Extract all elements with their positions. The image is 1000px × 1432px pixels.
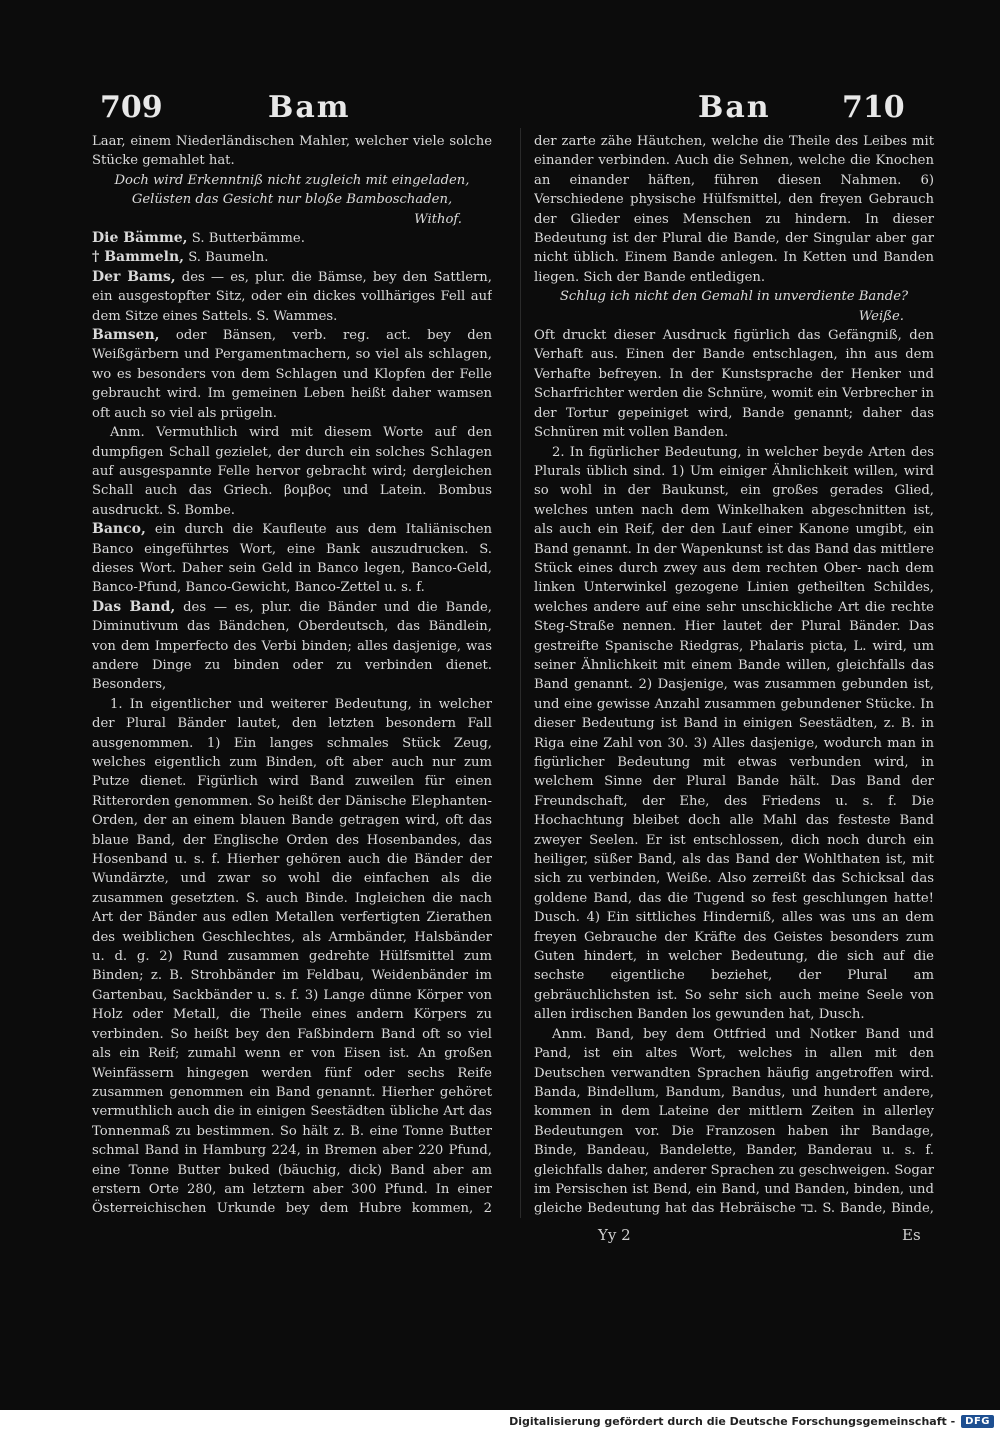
entry-text: des — es, plur. die Bämse, bey den Sattlern, ein ausgestopfter Sitz, oder ein dickes vollhäriges Fell auf dem Sitze eines Sattels. S. Wammes. <box>92 269 492 324</box>
paragraph: 1. In eigentlicher und weiterer Bedeutung, in welcher der Plural Bänder lautet, den letzten besondern Fall ausgenommen. 1) Ein langes schmales Stück Zeug, welches eigentlich zum Binden, oft aber auch nur zum Putze dienet. Figürlich wird Band zuweilen für einen Ritterorden genommen. So heißt der Dänische Elephanten-Orden, der an einem blauen Bande getragen wird, oft das blaue Band, der Englische Orden des Hosenbandes, das Hosenband u. s. f. Hierher gehören auch die Bänder der Wundärzte, und zwar so wohl die einfachen als die zusammen gesetzten. S. auch Binde. Ingleichen die nach Art der Bänder aus edlen Metallen verfertigten Zierathen des weiblichen Geschlechtes, als Armbänder, Halsbänder u. d. g. 2) Rund zusammen gedrehte Hülfsmittel zum Binden; z. B. Strohbänder im Feldbau, Weidenbänder im Gartenbau, Sackbänder u. s. f. 3) Lange dünne Körper von Holz oder Metall, die Theile eines andern Körpers zu verbinden. So heißt bey den Faßbindern Band oft so viel als ein Reif; zumahl wenn er von Eisen ist. An großen Weinfässern hingegen werden fünf oder sechs Reife zusammen genommen ein Band genannt. Hierher gehöret vermuthlich auch die in einigen Seestädten übliche Art das Tonnenmaß zu bestimmen. So hält z. B. eine Tonne Butter schmal Band in Hamburg 224, in Bremen aber 220 Pfund, eine Tonne Butter buked (bäuchig, dick) Band aber am erstern Orte 280, am letztern aber 300 Pfund. In einer Österreichischen Urkunde bey dem Hubre kommen, 2 <box>92 696 492 1217</box>
entry-text: oder Bänsen, verb. reg. act. bey den Weißgärbern und Pergamentmachern, so viel als schlagen, wo es besonders von dem Schlagen und Klopfen der Felle gebraucht wird. Im gemeinen Leben heißt daher wamsen oft auch so viel als prügeln. <box>92 328 492 421</box>
headword: Die Bämme, <box>92 230 188 247</box>
catchword: Es <box>902 1226 921 1244</box>
paragraph: Anm. Band, bey dem Ottfried und Notker Band und Pand, ist ein altes Wort, welches in allen mit den Deutschen verwandten Sprachen häufig angetroffen wird. Banda, Bindellum, Bandum, Bandus, und hundert andere, kommen in dem Lateine der mittlern Zeiten in allerley Bedeutungen vor. Die Franzosen haben ihr Bandage, Binde, Bandeau, Bandelette, Bander, Banderau u. s. f. gleichfalls daher, anderer Sprachen zu geschweigen. Sogar im Persischen ist Bend, ein Band, und Banden, binden, und gleiche Bedeutung hat das Hebräische בד. S. Bande, Binde, <box>534 1026 934 1217</box>
headword: Banco, <box>92 521 146 538</box>
headword: † Bammeln, <box>92 249 185 266</box>
paragraph: 2. In figürlicher Bedeutung, in welcher beyde Arten des Plurals üblich sind. 1) Um einiger Ähnlichkeit willen, wird so wohl in der Baukunst, ein großes gerades Glied, welches unten nach dem Winkelhaken abgeschnitten ist, als auch ein Reif, der den Lauf einer Kanone umgibt, ein Band genannt. In der Wapenkunst ist das Band das mittlere Stück eines durch zwey aus dem rechten Ober- nach dem linken Unterwinkel gezogene Linien getheilten Schildes, welches andere auf eine sehr unschickliche Art die rechte Steg-Straße nennen. Hier lautet der Plural Bänder. Das gestreifte Spanische Riedgras, Phalaris picta, L. wird, um seiner Ähnlichkeit mit einem Bande willen, gleichfalls das Band genannt. 2) Dasjenige, was zusammen gebunden ist, und eine gewisse Anzahl zusammen gebundener Stücke. In dieser Bedeutung ist Band in einigen Seestädten, z. B. in Riga eine Zahl von 30. 3) Alles dasjenige, wodurch man in figürlicher Bedeutung mit etwas verbunden wird, in welchem Sinne der Plural Bande hält. Das Band der Freundschaft, der Ehe, des Friedens u. s. f. Die Hochachtung bleibet doch alle Mahl das festeste Band zweyer Seelen. Er ist entschlossen, dich noch durch ein heiliger, süßer Band, als das Band der Wohlthaten ist, mit sich zu verbinden, Weiße. Also zerreißt das Schicksal das goldene Band, das die Tugend so fest geschlungen hatte! Dusch. 4) Ein sittliches Hinderniß, alles was uns an dem freyen Gebrauche der Kräfte des Geistes besonders zum Guten hindert, in welcher Bedeutung, die sich auf die sechste eigentliche beziehet, der Plural am gebräuchlichsten ist. So sehr sich auch meine Seele von allen irdischen Banden los gewunden hat, Dusch. <box>534 444 934 1023</box>
left-running-head: Bam <box>268 90 351 125</box>
dictionary-entry <box>92 248 492 267</box>
signature-mark: Yy 2 <box>598 1226 631 1244</box>
headword: Der Bams, <box>92 268 176 285</box>
entry-text: S. Baumeln. <box>188 250 269 266</box>
verse-line: Doch wird Erkenntniß nicht zugleich mit eingeladen, <box>114 172 470 188</box>
dictionary-entry <box>92 326 492 423</box>
headword: Bamsen, <box>92 327 160 344</box>
verse-line: Withof. <box>414 211 462 227</box>
entry-text: des — es, plur. die Bänder und die Bande, Diminutivum das Bändchen, Oberdeutsch, das Bändlein, von dem Imperfecto des Verbi binden; alles dasjenige, was andere Dinge zu binden oder zu verbinden dienet. Besonders, <box>92 599 492 693</box>
entry-text: ein durch die Kaufleute aus dem Italiänischen Banco eingeführtes Wort, eine Bank auszudrucken. S. dieses Wort. Daher sein Geld in Banco legen, Banco-Geld, Banco-Pfund, Banco-Gewicht, Banco-Zettel u. s. f. <box>92 522 492 596</box>
right-page-number: 710 <box>842 90 905 125</box>
paragraph: der zarte zähe Häutchen, welche die Theile des Leibes mit einander verbinden. Auch die Sehnen, welche die Knochen an einander häften, führen diesen Nahmen. 6) Verschiedene physische Hülfsmittel, den freyen Gebrauch der Glieder eines Menschen zu hindern. In dieser Bedeutung ist der Plural die Bande, der Singular aber gar nicht üblich. Einem Bande anlegen. In Ketten und Banden liegen. Sich der Bande entledigen. <box>534 134 934 285</box>
paragraph: Anm. Vermuthlich wird mit diesem Worte auf den dumpfigen Schall gezielet, der durch ein solches Schlagen auf ausgespannte Felle hervor gebracht wird; dergleichen Schall auch das Griech. βομβος und Latein. Bombus ausdruckt. S. Bombe. <box>92 425 492 518</box>
dictionary-entry <box>92 598 492 695</box>
headword: Das Band, <box>92 598 176 615</box>
verse-line: Gelüsten das Gesicht nur bloße Bamboschaden, <box>131 192 453 208</box>
paragraph: Laar, einem Niederländischen Mahler, welcher viele solche Stücke gemahlet hat. <box>92 134 492 169</box>
paragraph: Oft druckt dieser Ausdruck figürlich das Gefängniß, den Verhaft aus. Einen der Bande entschlagen, ihn aus dem Verhafte befreyen. In der Kunstsprache der Henker und Scharfrichter werden die Schnüre, womit ein Verbrecher in der Tortur gepeiniget wird, Bande genannt; daher das Schnüren mit vollen Banden. <box>534 328 934 441</box>
dfg-logo-icon: DFG <box>961 1415 994 1428</box>
digitization-banner <box>0 1410 1000 1432</box>
verse-line: Schlug ich nicht den Gemahl in unverdiente Bande? <box>559 289 909 305</box>
left-text-column <box>92 132 492 1222</box>
dictionary-entry <box>92 520 492 598</box>
entry-text: S. Butterbämme. <box>191 231 305 247</box>
right-text-column <box>534 132 934 1222</box>
right-running-head: Ban <box>698 90 771 125</box>
dictionary-entry <box>92 229 492 248</box>
dictionary-entry <box>92 268 492 326</box>
banner-text: Digitalisierung gefördert durch die Deutsche Forschungsgemeinschaft - <box>509 1414 956 1428</box>
left-page-number: 709 <box>100 90 163 125</box>
column-divider <box>520 128 521 1218</box>
verse-line: Weiße. <box>858 308 904 324</box>
